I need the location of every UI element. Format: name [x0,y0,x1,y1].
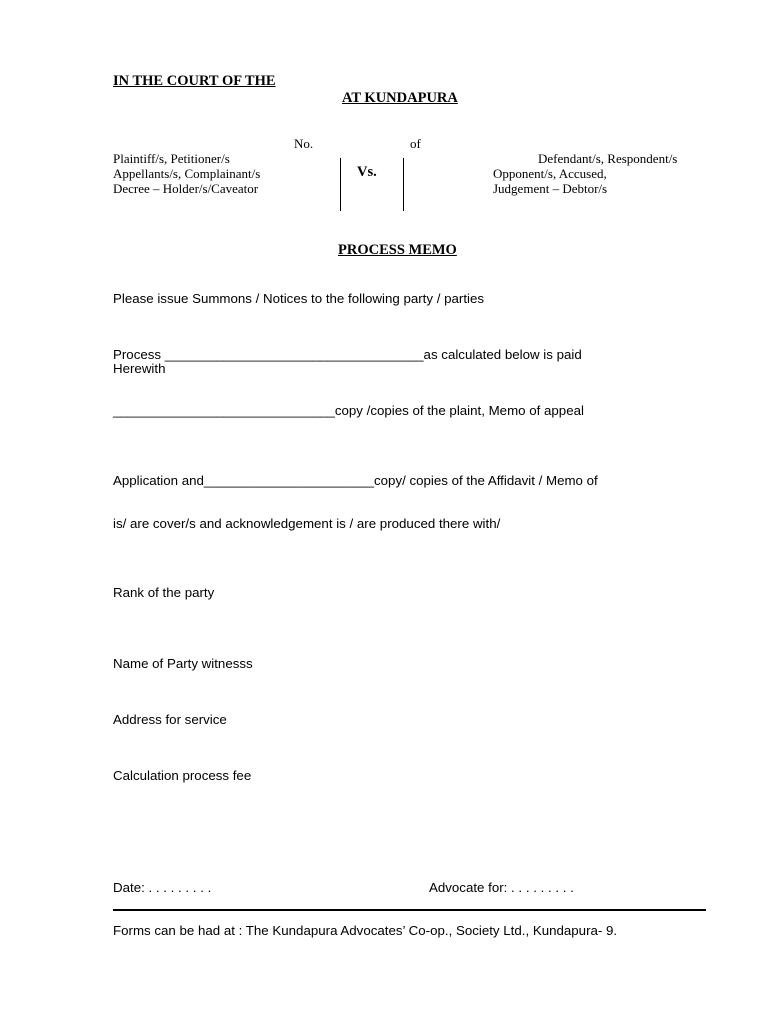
summons-request: Please issue Summons / Notices to the following party / parties [113,291,485,306]
memo-title: PROCESS MEMO [338,242,457,258]
date-label: Date: . . . . . . . . . [113,880,212,895]
cover-line: is/ are cover/s and acknowledgement is / are produced there with/ [113,516,501,531]
case-of-label: of [410,136,421,151]
fee-label: Calculation process fee [113,768,252,783]
advocate-label: Advocate for: . . . . . . . . . [429,880,574,895]
respondent-block [493,151,677,196]
respondent-line: Defendant/s, Respondent/s [538,151,678,166]
petitioner-line: Appellants/s, Complainant/s [113,166,261,181]
petitioner-line: Plaintiff/s, Petitioner/s [113,151,230,166]
court-place: AT KUNDAPURA [342,90,458,106]
respondent-line: Opponent/s, Accused, [493,166,607,181]
process-line: Process ___________________________________as calculated below is paid [113,347,582,362]
petitioner-block [113,151,260,196]
application-line: Application and_______________________copy/ copies of the Affidavit / Memo of [113,473,598,488]
address-label: Address for service [113,712,227,727]
versus-label: Vs. [357,164,377,180]
herewith-line: Herewith [113,361,166,376]
left-vertical-divider [340,158,341,211]
witness-label: Name of Party witnesss [113,656,253,671]
rank-label: Rank of the party [113,585,215,600]
right-vertical-divider [403,158,404,211]
case-no-label: No. [294,136,314,151]
footer-divider [113,909,706,911]
petitioner-line: Decree – Holder/s/Caveator [113,181,259,196]
respondent-line: Judgement – Debtor/s [493,181,608,196]
footer-note: Forms can be had at : The Kundapura Advocates’ Co-op., Society Ltd., Kundapura- 9. [113,923,618,938]
court-title: IN THE COURT OF THE [113,73,276,89]
copies-line: ______________________________copy /copies of the plaint, Memo of appeal [113,403,584,418]
